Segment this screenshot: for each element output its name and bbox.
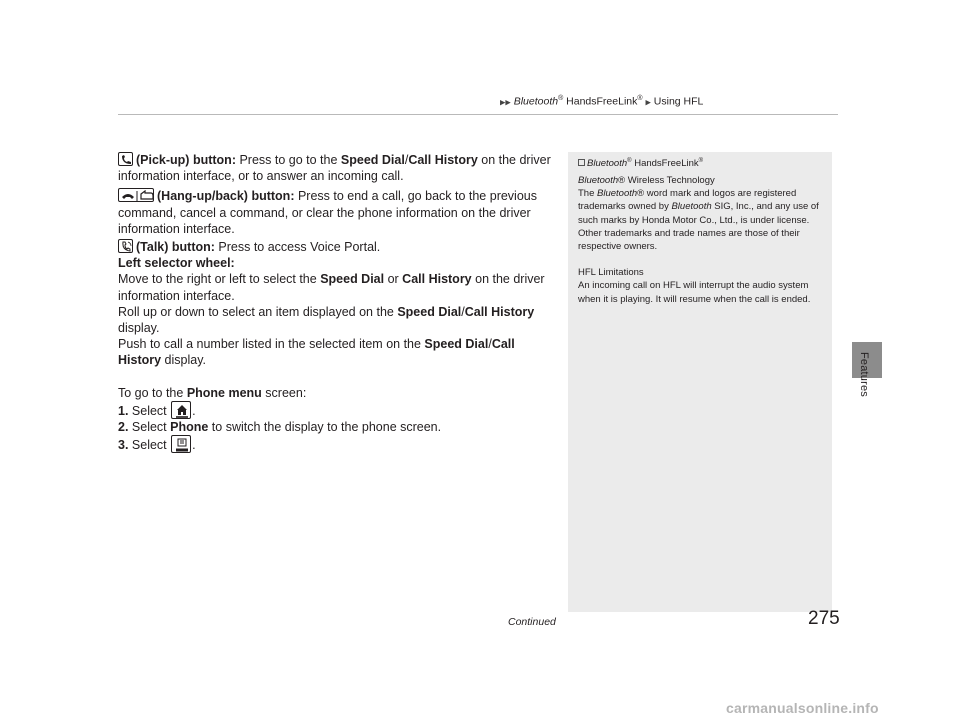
hangup-back-icon [118, 188, 154, 202]
header-divider [118, 114, 838, 115]
breadcrumb-bluetooth: Bluetooth [513, 95, 559, 108]
step-3: 3. Select . [118, 435, 560, 453]
hfl-limits-text: An incoming call on HFL will interrupt the audio system when it is playing. It will resume when the call is ended. [578, 280, 811, 305]
step-2: 2. Select Phone to switch the display to the phone screen. [118, 420, 442, 435]
main-content [118, 152, 560, 453]
wheel-line-3: Push to call a number listed in the selected item on the Speed Dial/Call History display. [118, 337, 515, 368]
talk-paragraph: (Talk) button: Press to access Voice Portal. [118, 239, 560, 255]
breadcrumb-arrow-icon: ▶▶ [500, 99, 511, 107]
goto-intro: To go to the Phone menu screen: [118, 385, 307, 400]
wheel-line-1: Move to the right or left to select the Speed Dial or Call History on the driver information interface. [118, 272, 545, 303]
sidebar-heading: Bluetooth® HandsFreeLink® [578, 158, 703, 169]
bt-tech-title: Bluetooth® Wireless Technology [578, 175, 715, 186]
step-1: 1. Select . [118, 401, 560, 419]
pickup-phone-icon [118, 152, 133, 166]
hfl-limits-title: HFL Limitations [578, 267, 644, 279]
hangup-paragraph: (Hang-up/back) button: Press to end a call, go back to the previous command, cancel a command, or clear the phone information on the driver information interface. [118, 189, 537, 236]
bt-tech-text: The Bluetooth® word mark and logos are registered trademarks owned by Bluetooth SIG, Inc., and any use of such marks by Honda Motor Co., Ltd., is under license. Other trademarks and trade names are those of their respective owners. [578, 188, 819, 253]
sidebar-note [568, 152, 832, 612]
talk-icon [118, 239, 133, 253]
continued-label: Continued [508, 616, 556, 628]
menu-icon [171, 435, 191, 453]
watermark: carmanualsonline.info [726, 700, 879, 716]
reference-icon [578, 159, 585, 166]
wheel-heading: Left selector wheel: [118, 256, 235, 271]
breadcrumb: ▶▶ Bluetooth® HandsFreeLink® ▶ Using HFL [500, 95, 704, 108]
wheel-line-2: Roll up or down to select an item displayed on the Speed Dial/Call History display. [118, 304, 535, 336]
section-tab-label: Features [858, 352, 870, 398]
breadcrumb-arrow-icon: ▶ [645, 99, 651, 107]
pickup-paragraph: (Pick-up) button: Press to go to the Speed Dial/Call History on the driver information interface, or to answer an incoming call. [118, 153, 551, 184]
page-number: 275 [808, 608, 840, 629]
home-icon [171, 401, 191, 419]
breadcrumb-current: Using HFL [653, 95, 704, 108]
sidebar-body [578, 174, 828, 306]
